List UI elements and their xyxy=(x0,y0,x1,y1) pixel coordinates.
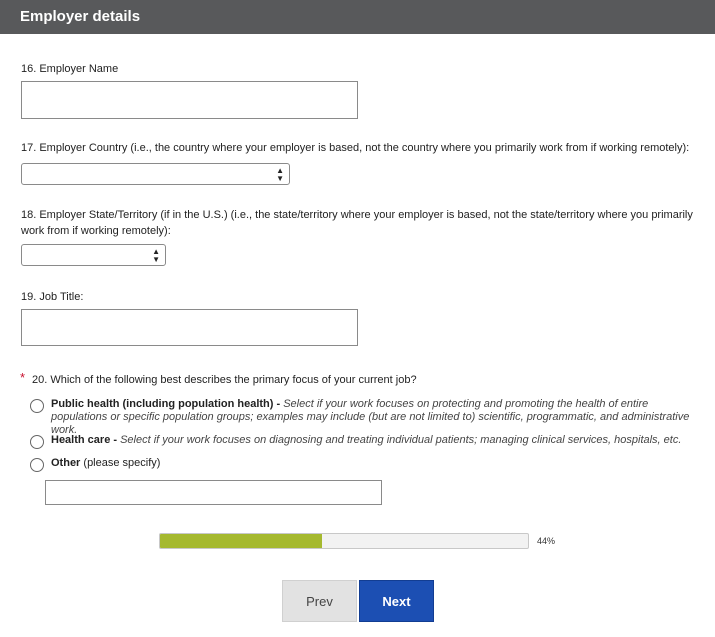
progress-bar xyxy=(159,533,529,549)
required-asterisk: * xyxy=(20,370,26,385)
select-arrows-icon: ▲ ▼ xyxy=(152,247,160,264)
employer-country-label: 17. Employer Country (i.e., the country where your employer is based, not the country where you primarily work from if working remotely): xyxy=(21,142,690,154)
employer-state-select[interactable] xyxy=(21,244,166,266)
option-public-health-title: Public health (including population health) xyxy=(51,398,274,410)
section-header: Employer details xyxy=(0,0,715,34)
employer-country-select[interactable] xyxy=(21,163,290,185)
radio-other[interactable] xyxy=(30,458,44,472)
job-focus-label: 20. Which of the following best describes the primary focus of your current job? xyxy=(32,374,417,386)
progress-fill xyxy=(160,534,322,548)
option-other-title: Other xyxy=(51,457,81,469)
progress-percent: 44% xyxy=(537,536,556,546)
select-arrows-icon: ▲ ▼ xyxy=(276,166,284,183)
job-title-input[interactable] xyxy=(21,309,358,346)
option-other-suffix: (please specify) xyxy=(80,457,161,469)
employer-name-input[interactable] xyxy=(21,81,358,119)
option-public-health-desc: Select if your work focuses on protecting and promoting the health of entire populations or specific population groups; examples may include (but are not limited to) scientific, programmatic, and administrative work. xyxy=(51,398,690,436)
next-button[interactable]: Next xyxy=(359,580,434,622)
other-specify-input[interactable] xyxy=(45,480,382,505)
option-other[interactable] xyxy=(30,457,160,472)
prev-button[interactable]: Prev xyxy=(282,580,357,622)
option-public-health[interactable]: Public health (including population health) - Select if your work focuses on protecting and promoting the health of entire populations or specific population groups; examples may include (but are not limited to) scientific, programmatic, and administrative work. xyxy=(30,398,690,437)
job-title-label: 19. Job Title: xyxy=(21,291,84,303)
radio-public-health[interactable] xyxy=(30,399,44,413)
employer-name-label: 16. Employer Name xyxy=(21,63,119,75)
employer-state-label: 18. Employer State/Territory (if in the U.S.) (i.e., the state/territory where your employer is based, not the state/territory where you primarily work from if working remotely): xyxy=(21,209,693,237)
option-health-care-desc: Select if your work focuses on diagnosing and treating individual patients; managing clinical services, hospitals, etc. xyxy=(120,434,682,446)
radio-health-care[interactable] xyxy=(30,435,44,449)
option-health-care-title: Health care xyxy=(51,434,111,446)
option-health-care[interactable]: Health care - Select if your work focuses on diagnosing and treating individual patients; managing clinical services, hospitals, etc. xyxy=(30,434,690,449)
